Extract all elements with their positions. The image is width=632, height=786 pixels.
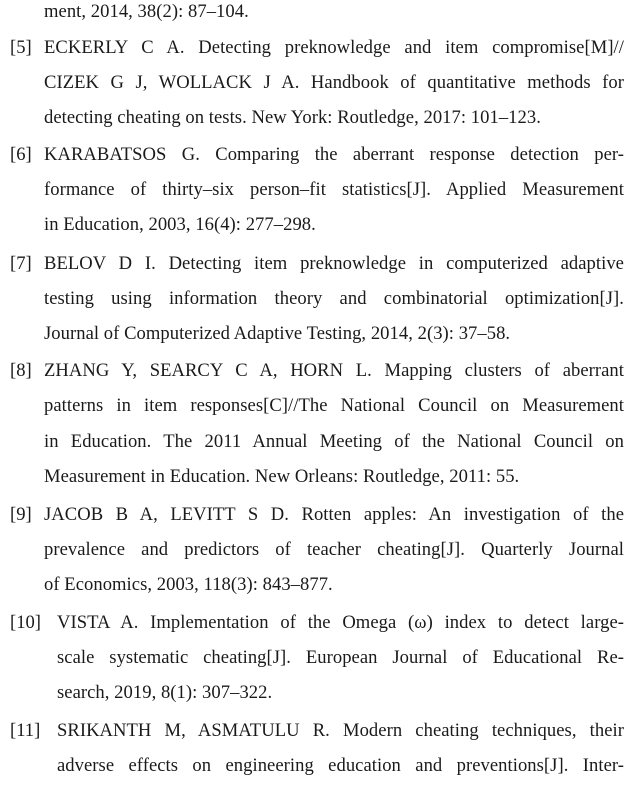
reference-line: scale systematic cheating[J]. European Journal of Educational Re- [57,647,624,668]
reference-number: [9] [10,504,32,525]
reference-line: testing using information theory and combinatorial optimization[J]. [44,288,624,309]
reference-number: [6] [10,144,32,165]
reference-line: in Education, 2003, 16(4): 277–298. [44,214,316,235]
reference-line: detecting cheating on tests. New York: Routledge, 2017: 101–123. [44,107,541,128]
reference-number: [5] [10,37,32,58]
reference-line: KARABATSOS G. Comparing the aberrant response detection per- [44,144,624,165]
reference-number: [7] [10,253,32,274]
reference-line: VISTA A. Implementation of the Omega (ω) index to detect large- [57,612,624,633]
reference-continuation-line: ment, 2014, 38(2): 87–104. [44,1,249,22]
reference-line: JACOB B A, LEVITT S D. Rotten apples: An investigation of the [44,504,624,525]
reference-line: ECKERLY C A. Detecting preknowledge and item compromise[M]// [44,37,624,58]
reference-number: [10] [10,612,41,633]
reference-number: [8] [10,360,32,381]
reference-line: ZHANG Y, SEARCY C A, HORN L. Mapping clusters of aberrant [44,360,624,381]
reference-line: search, 2019, 8(1): 307–322. [57,682,273,703]
reference-line: SRIKANTH M, ASMATULU R. Modern cheating techniques, their [57,720,624,741]
reference-line: formance of thirty–six person–fit statistics[J]. Applied Measurement [44,179,624,200]
reference-line: adverse effects on engineering education and preventions[J]. Inter- [57,755,624,776]
reference-line: of Economics, 2003, 118(3): 843–877. [44,574,333,595]
reference-line: patterns in item responses[C]//The National Council on Measurement [44,395,624,416]
reference-line: BELOV D I. Detecting item preknowledge in computerized adaptive [44,253,624,274]
reference-line: CIZEK G J, WOLLACK J A. Handbook of quantitative methods for [44,72,624,93]
reference-line: Measurement in Education. New Orleans: Routledge, 2011: 55. [44,466,520,487]
reference-line: in Education. The 2011 Annual Meeting of the National Council on [44,431,624,452]
reference-number: [11] [10,720,41,741]
reference-line: Journal of Computerized Adaptive Testing, 2014, 2(3): 37–58. [44,323,511,344]
reference-line: prevalence and predictors of teacher cheating[J]. Quarterly Journal [44,539,624,560]
